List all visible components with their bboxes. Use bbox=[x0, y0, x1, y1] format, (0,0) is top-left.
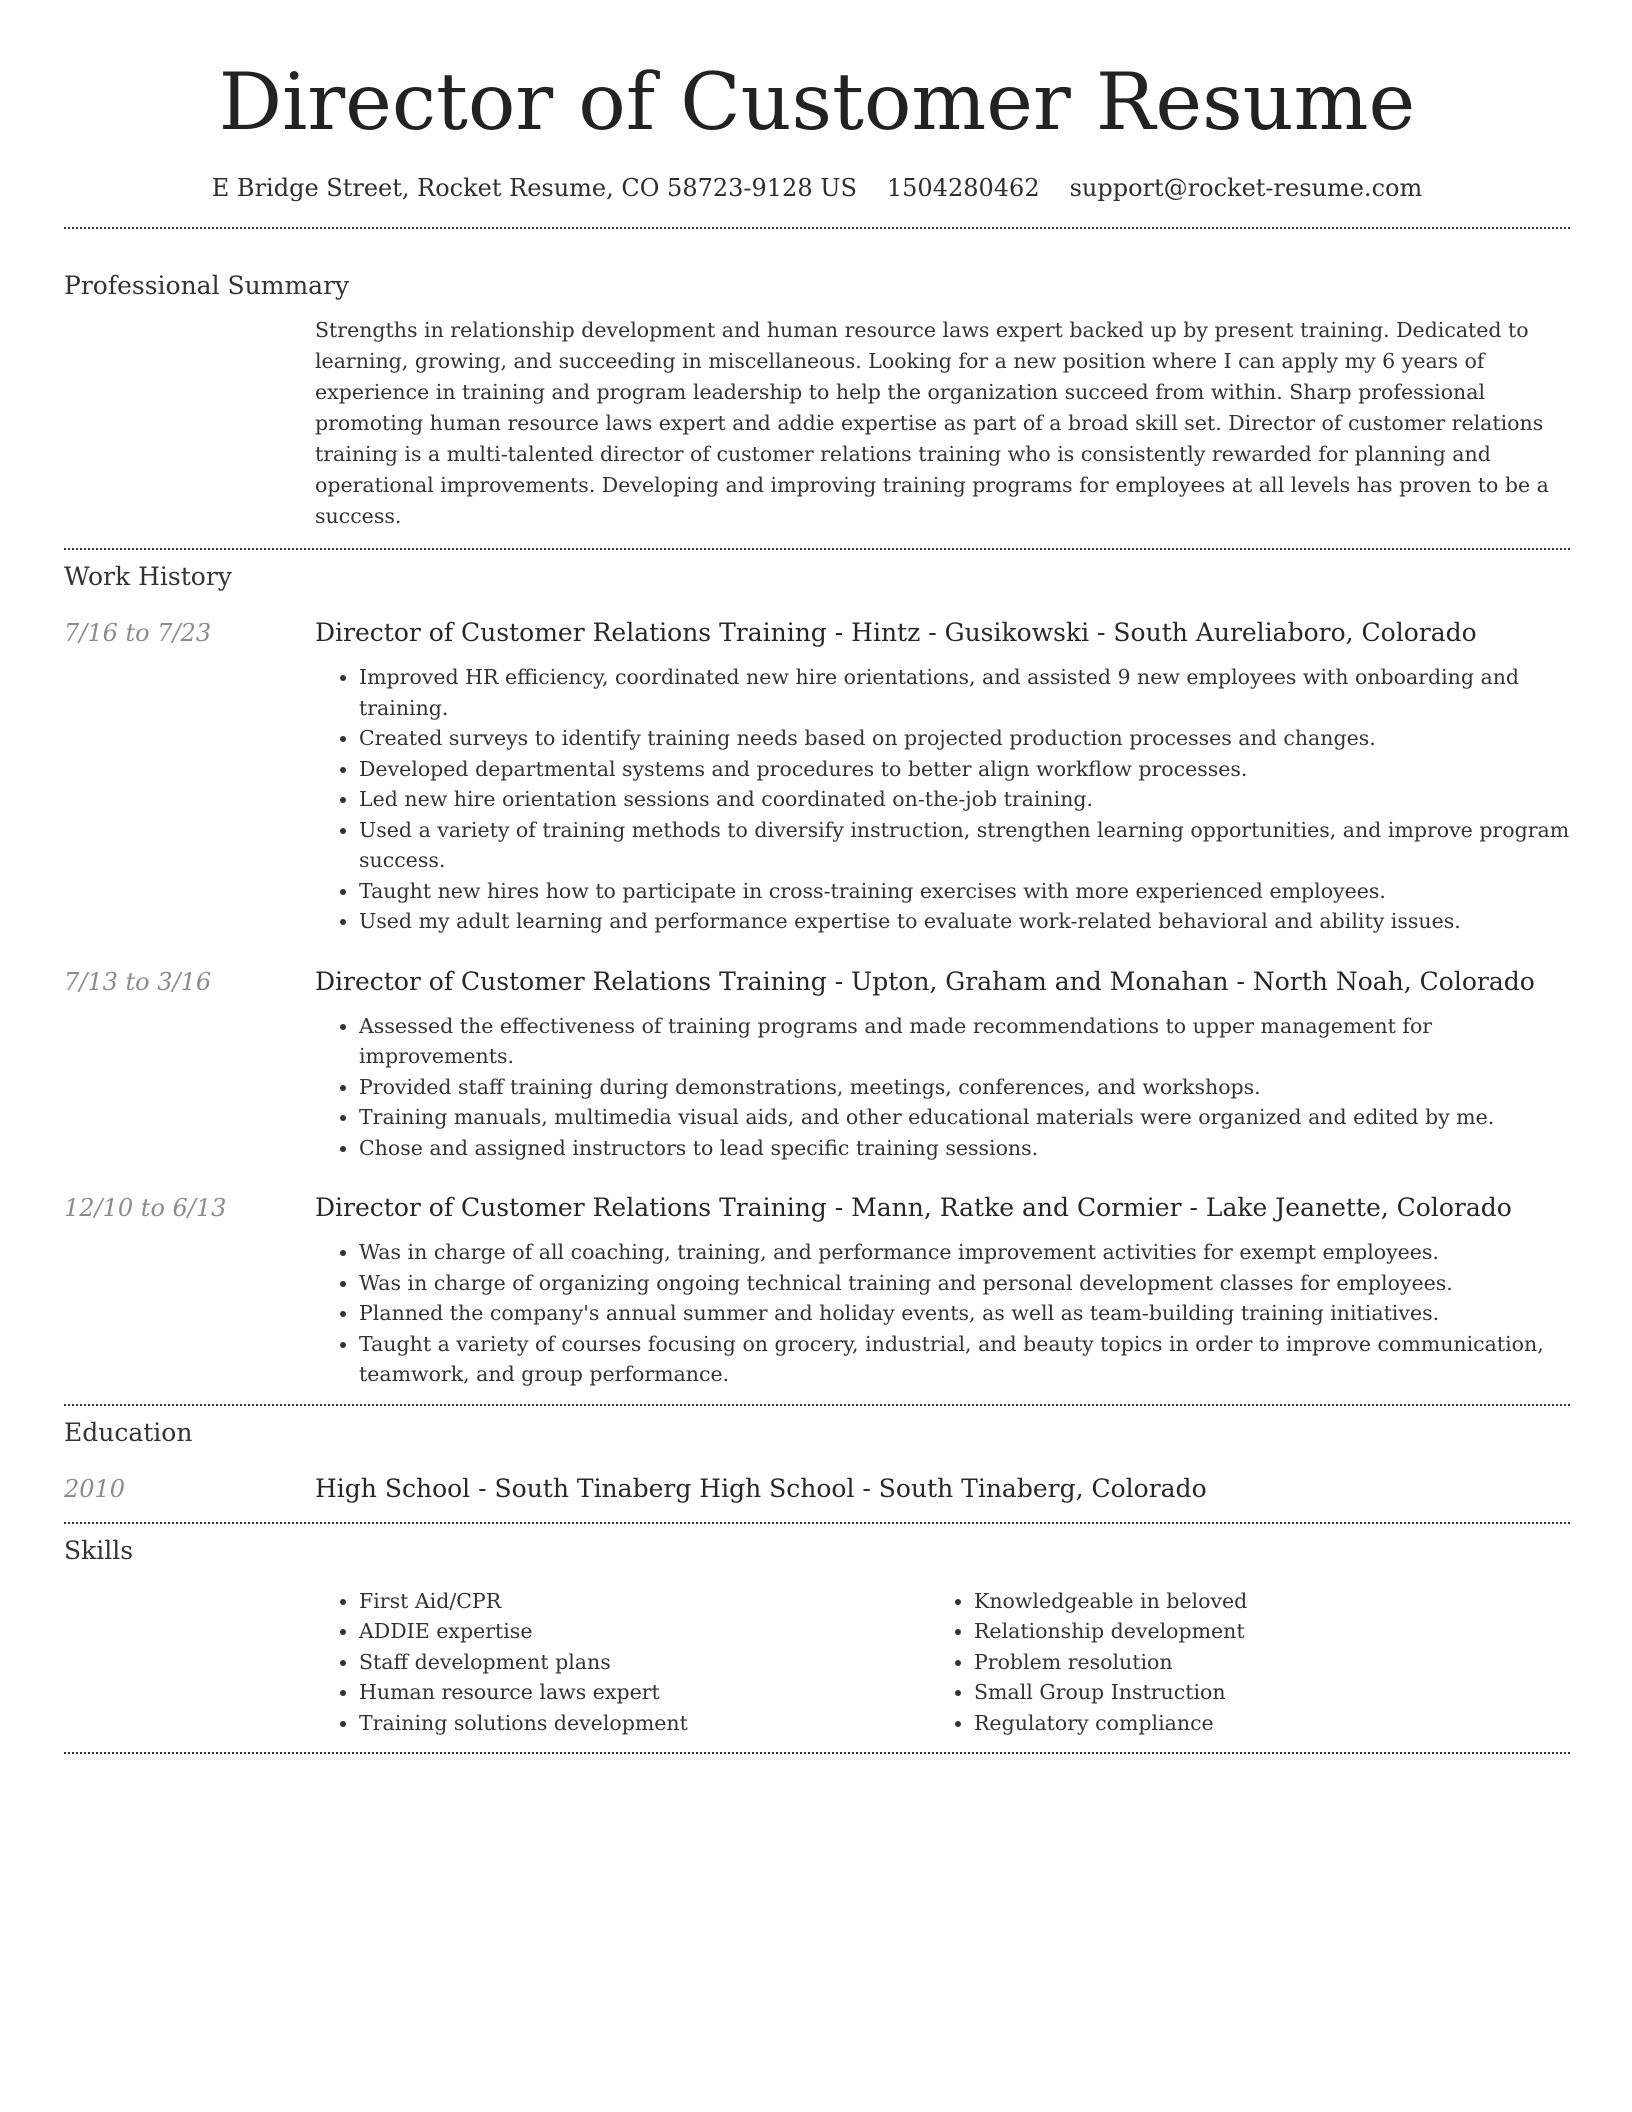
job-title: Director of Customer Relations Training - Upton, Graham and Monahan - North Noah, Colorado bbox=[315, 966, 1535, 996]
resume-page bbox=[64, 0, 1570, 1754]
job-bullet: • Led new hire orientation sessions and coordinated on-the-job training. bbox=[359, 784, 1570, 815]
skills-heading: Skills bbox=[64, 1535, 134, 1565]
education-year: 2010 bbox=[64, 1474, 126, 1503]
work-divider bbox=[64, 1404, 1570, 1406]
job-bullet: • Was in charge of organizing ongoing technical training and personal development classes for employees. bbox=[359, 1268, 1570, 1299]
job-dates: 7/16 to 7/23 bbox=[64, 619, 212, 647]
job-bullet: • Improved HR efficiency, coordinated new hire orientations, and assisted 9 new employees with onboarding and training. bbox=[359, 662, 1570, 723]
education-school: High School - South Tinaberg High School - South Tinaberg, Colorado bbox=[315, 1473, 1207, 1503]
job-bullet-list bbox=[315, 662, 1570, 937]
job-title: Director of Customer Relations Training - Hintz - Gusikowski - South Aureliaboro, Colorado bbox=[315, 618, 1477, 647]
education-divider bbox=[64, 1522, 1570, 1524]
job-bullet-list bbox=[315, 1011, 1570, 1164]
skill-item: • Knowledgeable in beloved bbox=[974, 1586, 1434, 1617]
education-entry bbox=[64, 1472, 1570, 1506]
summary-text: Strengths in relationship development and human resource laws expert backed up by present training. Dedicated to learning, growing, and succeeding in miscellaneous. Looking for a new position where I can apply my 6 years of experience in training and program leadership to help the organization succeed from within. Sharp professional promoting human resource laws expert and addie expertise as part of a broad skill set. Director of customer relations training is a multi-talented director of customer relations training who is consistently rewarded for planning and operational improvements. Developing and improving training programs for employees at all levels has proven to be a success. bbox=[315, 318, 1549, 528]
job-bullet: • Training manuals, multimedia visual aids, and other educational materials were organized and edited by me. bbox=[359, 1102, 1570, 1133]
job-bullet: • Chose and assigned instructors to lead specific training sessions. bbox=[359, 1133, 1570, 1164]
job-entry bbox=[64, 1191, 1570, 1390]
contact-line bbox=[64, 172, 1570, 204]
contact-phone: 1504280462 bbox=[886, 174, 1040, 202]
header-divider bbox=[64, 227, 1570, 229]
job-bullet: • Taught a variety of courses focusing on grocery, industrial, and beauty topics in order to improve communication, teamwork, and group performance. bbox=[359, 1329, 1570, 1390]
job-entry bbox=[64, 965, 1570, 1164]
education-heading: Education bbox=[64, 1417, 193, 1447]
summary-divider bbox=[64, 548, 1570, 550]
job-bullet-list bbox=[315, 1237, 1570, 1390]
skill-item: • Problem resolution bbox=[974, 1647, 1434, 1678]
contact-address: E Bridge Street, Rocket Resume, CO 58723-9128 US bbox=[211, 174, 857, 202]
job-bullet: • Taught new hires how to participate in cross-training exercises with more experienced employees. bbox=[359, 876, 1570, 907]
job-bullet: • Developed departmental systems and procedures to better align workflow processes. bbox=[359, 754, 1570, 785]
skill-item: • Regulatory compliance bbox=[974, 1708, 1434, 1739]
summary-heading: Professional Summary bbox=[64, 271, 350, 300]
job-bullet: • Assessed the effectiveness of training programs and made recommendations to upper management for improvements. bbox=[359, 1011, 1570, 1072]
skill-item: • ADDIE expertise bbox=[359, 1616, 930, 1647]
skill-item: • Human resource laws expert bbox=[359, 1677, 930, 1708]
contact-email: support@rocket-resume.com bbox=[1069, 174, 1423, 202]
work-history-heading: Work History bbox=[64, 562, 232, 591]
job-bullet: • Provided staff training during demonstrations, meetings, conferences, and workshops. bbox=[359, 1072, 1570, 1103]
skill-item: • Small Group Instruction bbox=[974, 1677, 1434, 1708]
skills-divider bbox=[64, 1752, 1570, 1754]
job-bullet: • Used a variety of training methods to diversify instruction, strengthen learning opportunities, and improve program success. bbox=[359, 815, 1570, 876]
skill-item: • Staff development plans bbox=[359, 1647, 930, 1678]
job-bullet: • Planned the company's annual summer and holiday events, as well as team-building training initiatives. bbox=[359, 1298, 1570, 1329]
job-entry bbox=[64, 616, 1570, 937]
skills-column-right bbox=[930, 1586, 1434, 1739]
skill-item: • Relationship development bbox=[974, 1616, 1434, 1647]
skill-item: • Training solutions development bbox=[359, 1708, 930, 1739]
skill-item: • First Aid/CPR bbox=[359, 1586, 930, 1617]
job-dates: 12/10 to 6/13 bbox=[64, 1194, 227, 1222]
skills-column-left bbox=[315, 1586, 930, 1739]
skills-list bbox=[315, 1586, 1570, 1739]
job-bullet: • Was in charge of all coaching, training, and performance improvement activities for exempt employees. bbox=[359, 1237, 1570, 1268]
job-dates: 7/13 to 3/16 bbox=[64, 967, 212, 996]
job-bullet: • Used my adult learning and performance expertise to evaluate work-related behavioral and ability issues. bbox=[359, 906, 1570, 937]
job-bullet: • Created surveys to identify training needs based on projected production processes and changes. bbox=[359, 723, 1570, 754]
resume-title: Director of Customer Resume bbox=[218, 56, 1416, 148]
job-title: Director of Customer Relations Training - Mann, Ratke and Cormier - Lake Jeanette, Colorado bbox=[315, 1193, 1512, 1222]
